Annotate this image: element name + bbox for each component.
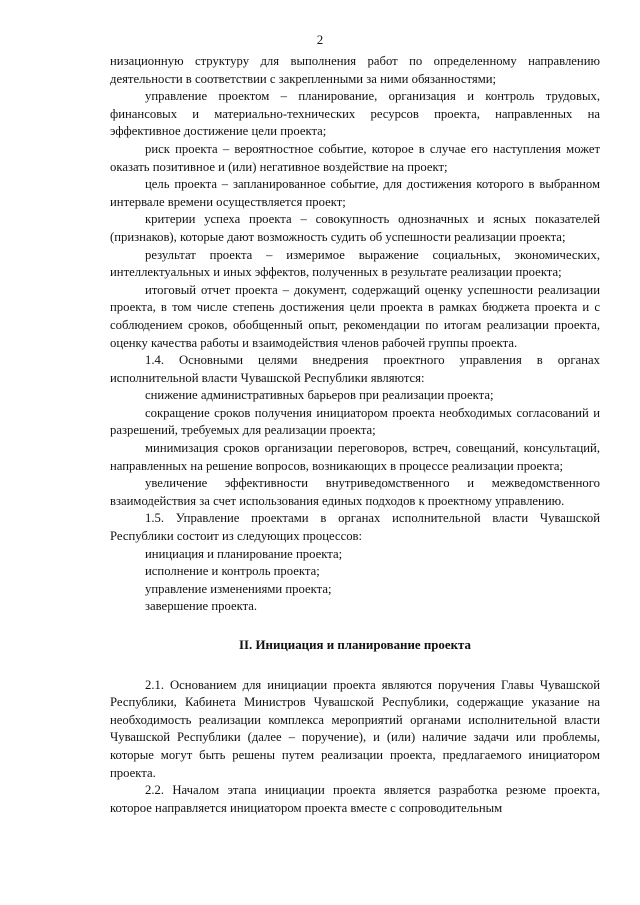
process-change-management: управление изменениями проекта;	[145, 581, 332, 596]
definition-project-result: результат проекта – измеримое выражение социальных, экономических, интеллектуальных и иных эффектов, полученных в результате реализации проекта;	[110, 247, 600, 280]
definition-success-criteria: критерии успеха проекта – совокупность однозначных и ясных показателей (признаков), которые дают возможность судить об успешности реализации проекта;	[110, 212, 600, 244]
paragraph-org-structure-continuation: низационную структуру для выполнения работ по определенному направлению деятельности в соответствии с закрепленными за ними обязанностями;	[110, 54, 600, 86]
paragraph-2-1-initiation-basis: 2.1. Основанием для инициации проекта являются поручения Главы Чувашской Республики, Кабинета Министров Чувашской Республики, содержащие указание на необходимость реализации комплекса мероприятий органами исполнительной власти Чувашской Республики (далее – поручение), и (или) наличие задачи или проблемы, которые могут быть решены путем реализации проекта, предлагаемого инициатором проекта.	[110, 677, 600, 780]
section-heading: II. Инициация и планирование проекта	[239, 638, 471, 652]
goal-increase-interaction-efficiency: увеличение эффективности внутриведомственного и межведомственного взаимодействия за счет использования единых подходов к проектному управлению.	[110, 476, 600, 508]
definition-final-report: итоговый отчет проекта – документ, содержащий оценку успешности реализации проекта, в том числе степень достижения цели проекта в рамках бюджета проекта и с соблюдением сроков, обобщенный опыт, рекомендации по итогам реализации проекта, оценку качества работы и взаимодействия членов рабочей группы проекта.	[110, 282, 600, 350]
definition-project-risk: риск проекта – вероятностное событие, которое в случае его наступления может оказать позитивное и (или) негативное воздействие на проект;	[110, 141, 600, 174]
process-completion: завершение проекта.	[145, 599, 258, 614]
goal-minimize-meeting-time: минимизация сроков организации переговоров, встреч, совещаний, консультаций, направленных на решение вопросов, возникающих в процессе реализации проекта;	[110, 441, 600, 473]
paragraph-1-4-goals: 1.4. Основными целями внедрения проектного управления в органах исполнительной власти Чувашской Республики являются:	[110, 353, 600, 385]
paragraph-1-5-processes: 1.5. Управление проектами в органах исполнительной власти Чувашской Республики состоит из следующих процессов:	[110, 511, 600, 544]
definition-project-goal: цель проекта – запланированное событие, для достижения которого в выбранном интервале времени осуществляется проект;	[110, 177, 600, 209]
process-execution-control: исполнение и контроль проекта;	[145, 564, 320, 579]
document-body	[110, 53, 600, 817]
goal-reduce-approval-time: сокращение сроков получения инициатором проекта необходимых согласований и разрешений, требуемых для реализации проекта;	[110, 405, 600, 438]
definition-project-management: управление проектом – планирование, организация и контроль трудовых, финансовых и материально-технических ресурсов проекта, направленных на эффективное достижение цели проекта;	[110, 89, 600, 139]
goal-reduce-barriers: снижение административных барьеров при реализации проекта;	[145, 388, 494, 403]
page-number: 2	[316, 32, 324, 47]
paragraph-2-2-initiation-start: 2.2. Началом этапа инициации проекта является разработка резюме проекта, которое направляется инициатором проекта вместе с сопроводительным	[110, 783, 600, 815]
process-initiation-planning: инициация и планирование проекта;	[145, 546, 343, 561]
